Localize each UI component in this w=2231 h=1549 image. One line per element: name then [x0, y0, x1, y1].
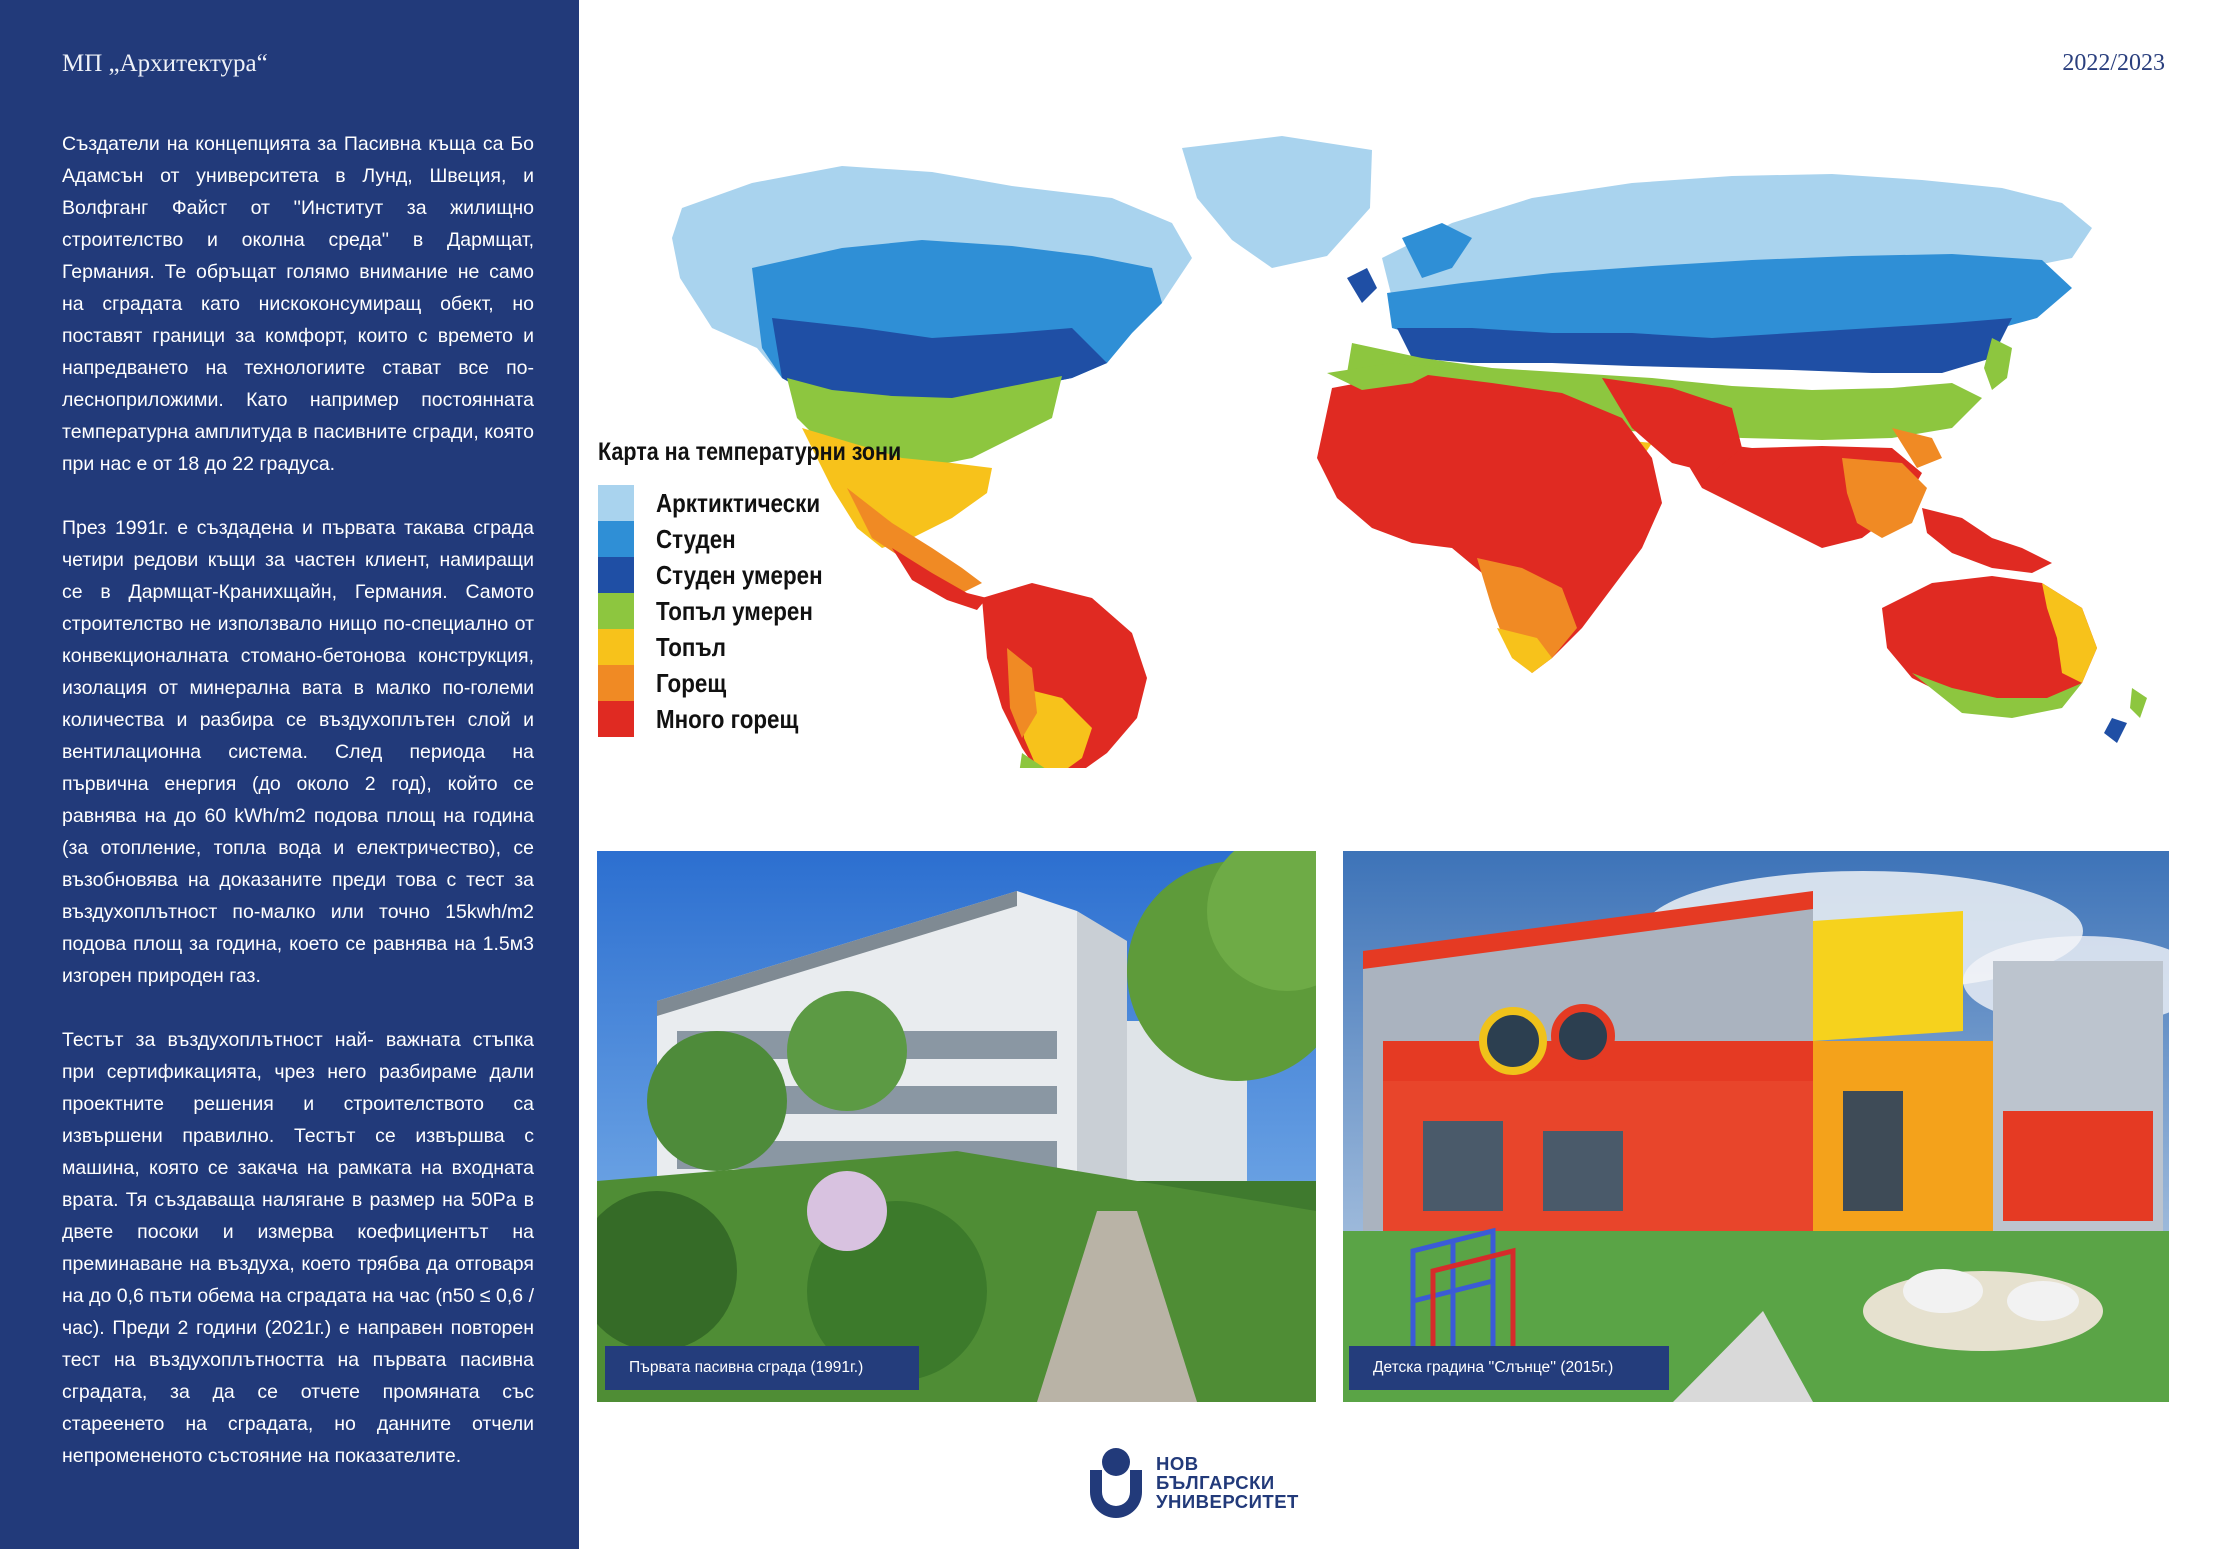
legend-label-hot: Горещ	[656, 667, 727, 698]
legend-label-arctic: Арктиктически	[656, 487, 821, 518]
legend-item-warm-temperate	[598, 593, 951, 629]
legend-label-cold-temperate: Студен умерен	[656, 559, 823, 590]
legend-swatch-warm-temperate	[598, 593, 634, 629]
legend-item-cold-temperate	[598, 557, 951, 593]
australia	[1882, 576, 2097, 718]
kindergarten-photo	[1343, 851, 2169, 1402]
passive-house-illustration	[597, 851, 1316, 1402]
logo-line-1: НОВ	[1156, 1453, 1199, 1474]
nbu-logo	[1086, 1444, 1346, 1520]
map-legend	[598, 438, 951, 737]
legend-label-very-hot: Много горещ	[656, 703, 799, 734]
nbu-logo-icon	[1086, 1444, 1146, 1520]
greenland	[1182, 136, 1372, 268]
sidebar-panel	[0, 0, 579, 1549]
legend-item-hot	[598, 665, 951, 701]
paragraph-3: Тестът за въздухоплътност най- важната стъпка при сертификацията, чрез него разбираме дали проектните решения и строителството са извършени правилно. Тестът се извършва с машина, която се закача на рамката на входната врата. Тя създаваща налягане в размер на 50Pa в двете посоки и измерва коефициентът на преминаване на въздуха, което трябва да отговаря на до 0,6 пъти обема на сградата на час (n50 ≤ 0,6 / час). Преди 2 години (2021г.) е направен повторен тест на въздухоплътността на първата пасивна сградата, за да се отчете промяната със стареенето на сградата, но данните отчели непромененото състояние на показателите.	[62, 1029, 534, 1467]
legend-item-warm	[598, 629, 951, 665]
legend-swatch-arctic	[598, 485, 634, 521]
legend-label-warm: Топъл	[656, 631, 726, 662]
legend-item-arctic	[598, 485, 951, 521]
legend-swatch-hot	[598, 665, 634, 701]
new-zealand	[2104, 688, 2147, 743]
legend-swatch-warm	[598, 629, 634, 665]
legend-swatch-very-hot	[598, 701, 634, 737]
legend-label-warm-temperate: Топъл умерен	[656, 595, 813, 626]
paragraph-2: През 1991г. е създадена и първата такава сграда четири редови къщи за частен клиент, намиращи се в Дармщат-Кранихщайн, Германия. Самото строителство не използвало нищо по-специално от конвекционалната стомано-бетонова конструкция, изолация от минерална вата в малко по-големи количества и разбира се въздухоплътен слой и вентилационна система. След периода на първична енергия (до около 2 год), който се равнява на до 60 kWh/m2 подова площ на година (за отопление, топла вода и електричество), се възобновява на доказаните преди това с тест за въздухоплътност по-малко или точно 15kwh/m2 подова площ за година, което се равнява на 1.5м3 изгорен природен газ.	[62, 517, 534, 987]
legend-item-cold	[598, 521, 951, 557]
legend-item-very-hot	[598, 701, 951, 737]
passive-house-photo	[597, 851, 1316, 1402]
academic-year: 2022/2023	[2062, 50, 2165, 76]
kindergarten-illustration	[1343, 851, 2169, 1402]
photo2-caption: Детска градина ''Слънце'' (2015г.)	[1349, 1346, 1669, 1390]
nbu-logo-text	[1156, 1454, 1299, 1511]
logo-line-3: УНИВЕРСИТЕТ	[1156, 1491, 1299, 1512]
paragraph-1: Създатели на концепцията за Пасивна къща са Бо Адамсън от университета в Лунд, Швеция, и Волфганг Файст от ''Институт за жилищно строителство и околна среда'' в Дармщат, Германия. Те обръщат голямо внимание не само на сградата като нискоконсумиращ обект, но поставят граници за комфорт, които с времето и напредването на технологиите стават все по-лесноприложими. Като например постоянната температурна амплитуда в пасивните сгради, която при нас е от 18 до 22 градуса.	[62, 133, 534, 475]
legend-swatch-cold-temperate	[598, 557, 634, 593]
photo1-caption: Първата пасивна сграда (1991г.)	[605, 1346, 919, 1390]
course-title: МП „Архитектура“	[62, 50, 268, 77]
legend-label-cold: Студен	[656, 523, 736, 554]
body-text	[62, 128, 534, 1504]
south-america	[982, 583, 1147, 768]
legend-swatch-cold	[598, 521, 634, 557]
map-title: Карта на температурни зони	[598, 438, 902, 466]
logo-line-2: БЪЛГАРСКИ	[1156, 1472, 1275, 1493]
